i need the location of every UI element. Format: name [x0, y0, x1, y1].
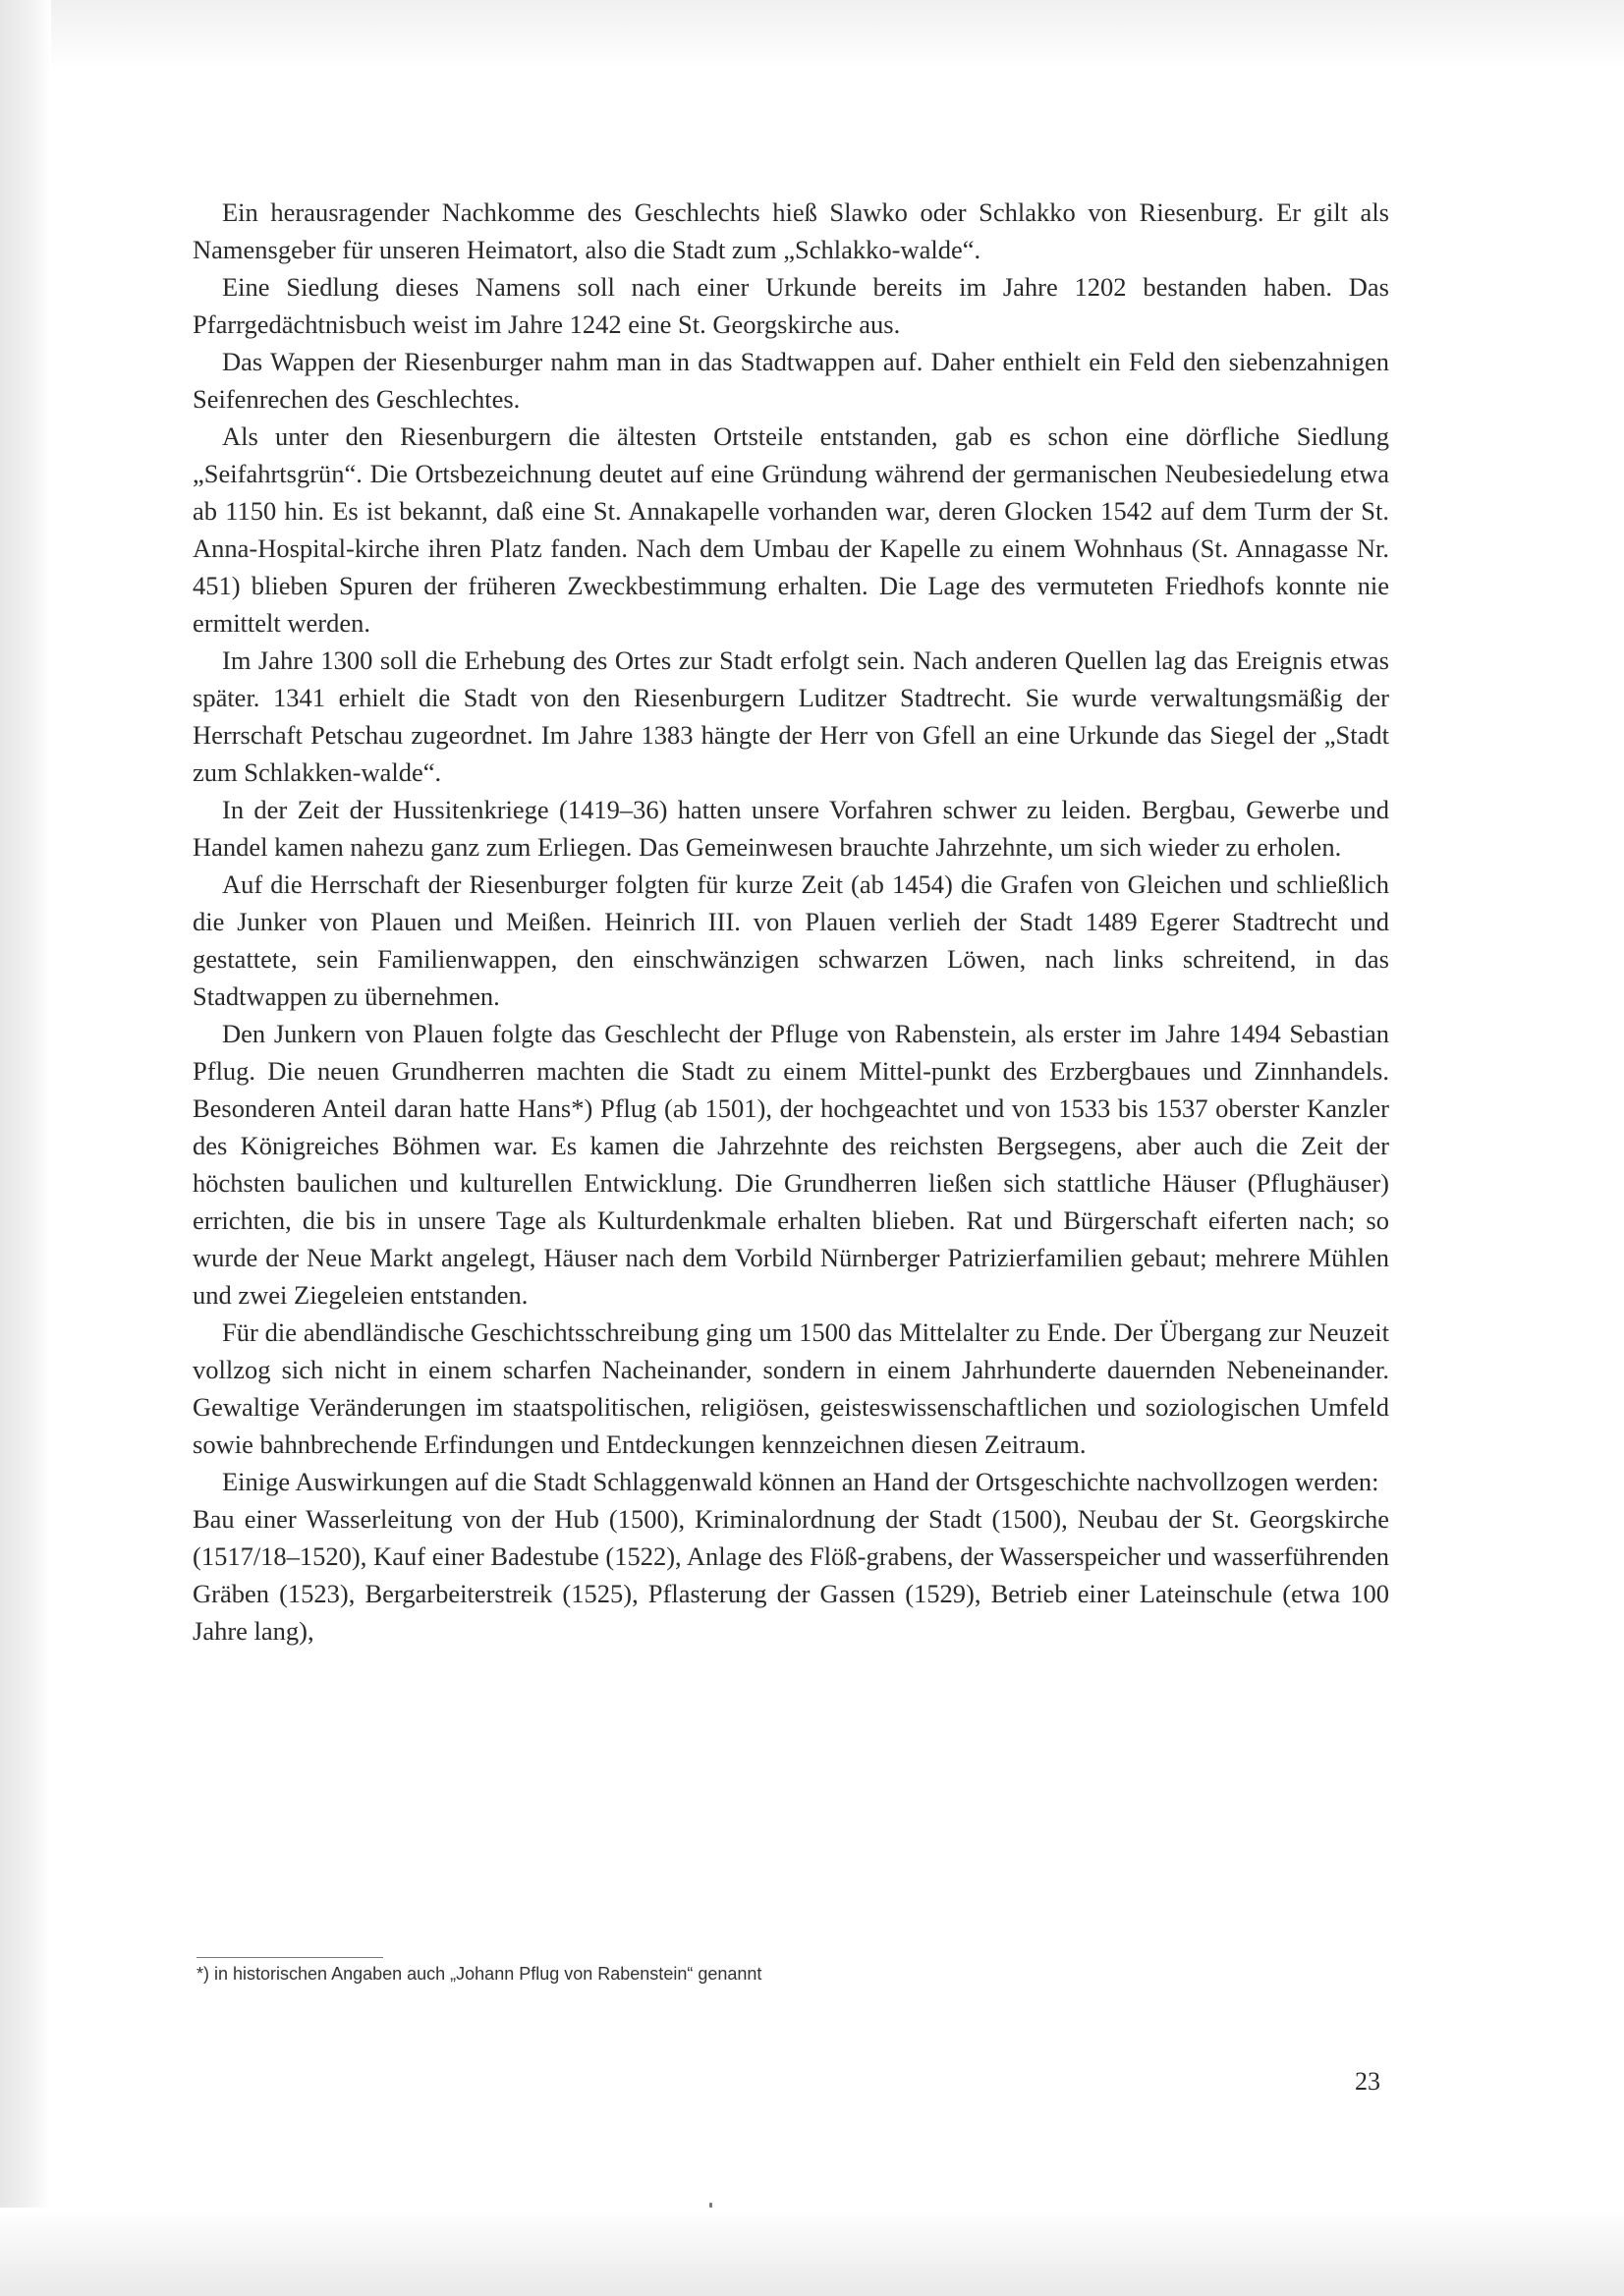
paragraph-hussitenkriege: In der Zeit der Hussitenkriege (1419–36) hatten unsere Vorfahren schwer zu leiden. Bergbau, Gewerbe und Handel kamen nahezu ganz zum Erliegen. Das Gemeinwesen brauchte Jahrzehnte, um sich wieder zu erholen.	[193, 795, 1389, 862]
paragraph-seifahrtsgruen: Als unter den Riesenburgern die ältesten Ortsteile entstanden, gab es schon eine dörfliche Siedlung „Seifahrtsgrün“. Die Ortsbezeichnung deutet auf eine Gründung während der germanischen Neubesiedelung etwa ab 1150 hin. Es ist bekannt, daß eine St. Annakapelle vorhanden war, deren Glocken 1542 auf dem Turm der St. Anna-Hospital-kirche ihren Platz fanden. Nach dem Umbau der Kapelle zu einem Wohnhaus (St. Annagasse Nr. 451) blieben Spuren der früheren Zweckbestimmung erhalten. Die Lage des vermuteten Friedhofs konnte nie ermittelt werden.	[193, 421, 1389, 638]
paragraph-ereignisliste: Bau einer Wasserleitung von der Hub (1500), Kriminalordnung der Stadt (1500), Neubau der St. Georgskirche (1517/18–1520), Kauf einer Badestube (1522), Anlage des Flöß-grabens, der Wasserspeicher und wasserführenden Gräben (1523), Bergarbeiterstreik (1525), Pflasterung der Gassen (1529), Betrieb einer Lateinschule (etwa 100 Jahre lang),	[193, 1504, 1389, 1646]
footnote-rule	[196, 1957, 383, 1958]
paragraph-slawko: Ein herausragender Nachkomme des Geschlechts hieß Slawko oder Schlakko von Riesenburg. Er gilt als Namensgeber für unseren Heimatort, also die Stadt zum „Schlakko-walde“.	[193, 197, 1389, 264]
paragraph-wappen: Das Wappen der Riesenburger nahm man in das Stadtwappen auf. Daher enthielt ein Feld den siebenzahnigen Seifenrechen des Geschlechtes.	[193, 347, 1389, 414]
paragraph-neuzeit: Für die abendländische Geschichtsschreibung ging um 1500 das Mittelalter zu Ende. Der Übergang zur Neuzeit vollzog sich nicht in einem scharfen Nacheinander, sondern in einem Jahrhunderte dauernden Nebeneinander. Gewaltige Veränderungen im staatspolitischen, religiösen, geisteswissenschaftlichen und soziologischen Umfeld sowie bahnbrechende Erfindungen und Entdeckungen kennzeichnen diesen Zeitraum.	[193, 1317, 1389, 1459]
paragraph-herrschaft-plauen: Auf die Herrschaft der Riesenburger folgten für kurze Zeit (ab 1454) die Grafen von Gleichen und schließlich die Junker von Plauen und Meißen. Heinrich III. von Plauen verlieh der Stadt 1489 Egerer Stadtrecht und gestattete, sein Familienwappen, den einschwänzigen schwarzen Löwen, nach links schreitend, in das Stadtwappen zu übernehmen.	[193, 869, 1389, 1011]
paragraph-auswirkungen: Einige Auswirkungen auf die Stadt Schlaggenwald können an Hand der Ortsgeschichte nachvollzogen werden:	[222, 1467, 1379, 1496]
scan-speck	[709, 2203, 712, 2208]
paragraph-stadterhebung: Im Jahre 1300 soll die Erhebung des Ortes zur Stadt erfolgt sein. Nach anderen Quellen lag das Ereignis etwas später. 1341 erhielt die Stadt von den Riesenburgern Luditzer Stadtrecht. Sie wurde verwaltungsmäßig der Herrschaft Petschau zugeordnet. Im Jahre 1383 hängte der Herr von Gfell an eine Urkunde das Siegel der „Stadt zum Schlakken-walde“.	[193, 645, 1389, 787]
page-body	[193, 194, 1389, 1650]
paragraph-pfluge-rabenstein: Den Junkern von Plauen folgte das Geschlecht der Pfluge von Rabenstein, als erster im Jahre 1494 Sebastian Pflug. Die neuen Grundherren machten die Stadt zu einem Mittel-punkt des Erzbergbaues und Zinnhandels. Besonderen Anteil daran hatte Hans*) Pflug (ab 1501), der hochgeachtet und von 1533 bis 1537 oberster Kanzler des Königreiches Böhmen war. Es kamen die Jahrzehnte des reichsten Bergsegens, aber auch die Zeit der höchsten baulichen und kulturellen Entwicklung. Die Grundherren ließen sich stattliche Häuser (Pflughäuser) errichten, die bis in unsere Tage als Kulturdenkmale erhalten blieben. Rat und Bürgerschaft eiferten nach; so wurde der Neue Markt angelegt, Häuser nach dem Vorbild Nürnberger Patrizierfamilien gebaut; mehrere Mühlen und zwei Ziegeleien entstanden.	[193, 1019, 1389, 1310]
scan-shadow-bottom	[0, 2208, 1624, 2296]
page-number: 23	[1355, 2067, 1380, 2096]
paragraph-siedlung-1202: Eine Siedlung dieses Namens soll nach einer Urkunde bereits im Jahre 1202 bestanden haben. Das Pfarrgedächtnisbuch weist im Jahre 1242 eine St. Georgskirche aus.	[193, 272, 1389, 339]
scan-shadow-left	[0, 0, 51, 2296]
scan-shadow-top	[0, 0, 1624, 69]
footnote: *) in historischen Angaben auch „Johann Pflug von Rabenstein“ genannt	[196, 1964, 762, 1984]
